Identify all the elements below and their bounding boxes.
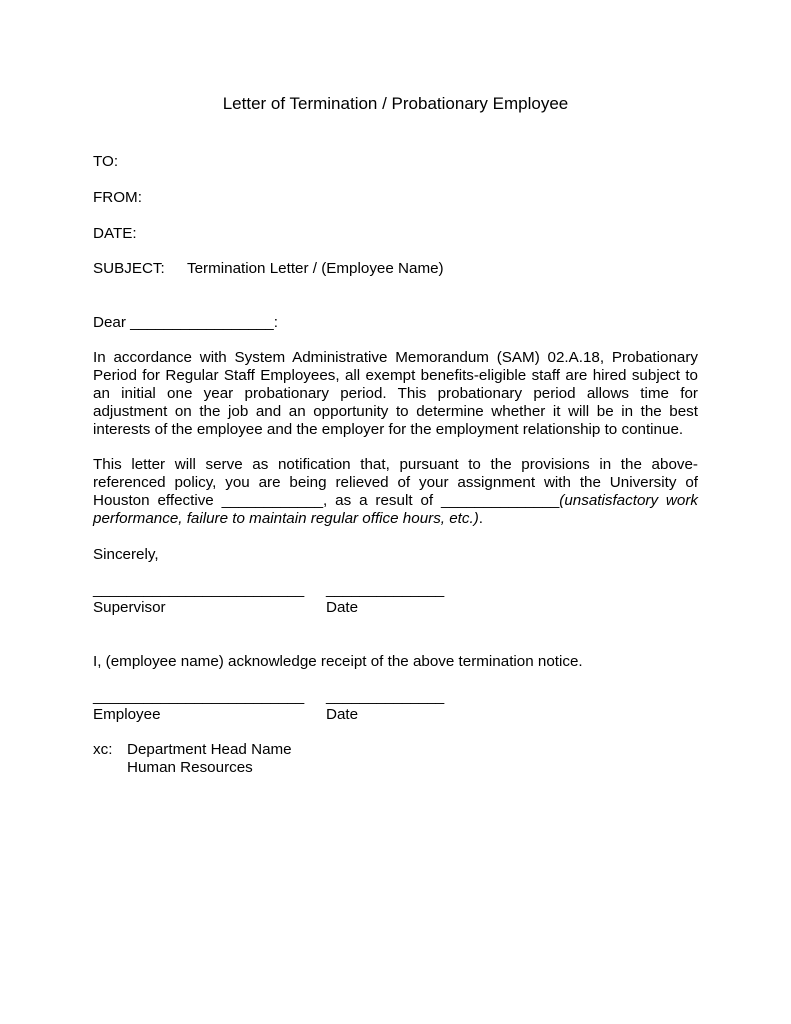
paragraph-notification	[93, 456, 698, 528]
supervisor-date-line: ______________	[326, 581, 445, 598]
subject-label: SUBJECT:	[93, 260, 165, 277]
to-label: TO:	[93, 153, 119, 170]
paragraph-2-text: This letter will serve as notification that, pursuant to the provisions in the above-referenced policy, you are being relieved of your assignment with the University of Houston effective ____________, as a result of ______________	[93, 456, 698, 509]
supervisor-signature-line: _________________________	[93, 581, 305, 598]
employee-label: Employee	[93, 706, 161, 723]
document-title: Letter of Termination / Probationary Employee	[222, 94, 569, 113]
from-label: FROM:	[93, 189, 142, 206]
xc-recipient-2: Human Resources	[127, 759, 253, 776]
supervisor-label: Supervisor	[93, 599, 166, 616]
employee-signature-line: _________________________	[93, 688, 305, 705]
acknowledgement: I, (employee name) acknowledge receipt of the above termination notice.	[93, 653, 583, 670]
paragraph-2	[93, 456, 698, 528]
closing: Sincerely,	[93, 546, 159, 563]
paragraph-2-italic: (unsatisfactory work performance, failure to maintain regular office hours, etc.)	[93, 492, 699, 527]
date-label: DATE:	[93, 225, 137, 242]
xc-label: xc:	[93, 741, 113, 758]
salutation: Dear _________________:	[93, 314, 278, 331]
paragraph-probationary-policy	[93, 349, 698, 439]
paragraph-2-end: .	[478, 510, 484, 527]
supervisor-date-label: Date	[326, 599, 359, 616]
xc-recipient-1: Department Head Name	[127, 741, 292, 758]
employee-date-line: ______________	[326, 688, 445, 705]
paragraph-1-text: In accordance with System Administrative Memorandum (SAM) 02.A.18, Probationary Period for Regular Staff Employees, all exempt benefits-eligible staff are hired subject to an initial one year probationary period. This probationary period allows time for adjustment on the job and an opportunity to determine whether it will be in the best interests of the employee and the employer for the employment relationship to continue.	[93, 349, 698, 438]
subject-value: Termination Letter / (Employee Name)	[187, 260, 444, 277]
employee-date-label: Date	[326, 706, 359, 723]
